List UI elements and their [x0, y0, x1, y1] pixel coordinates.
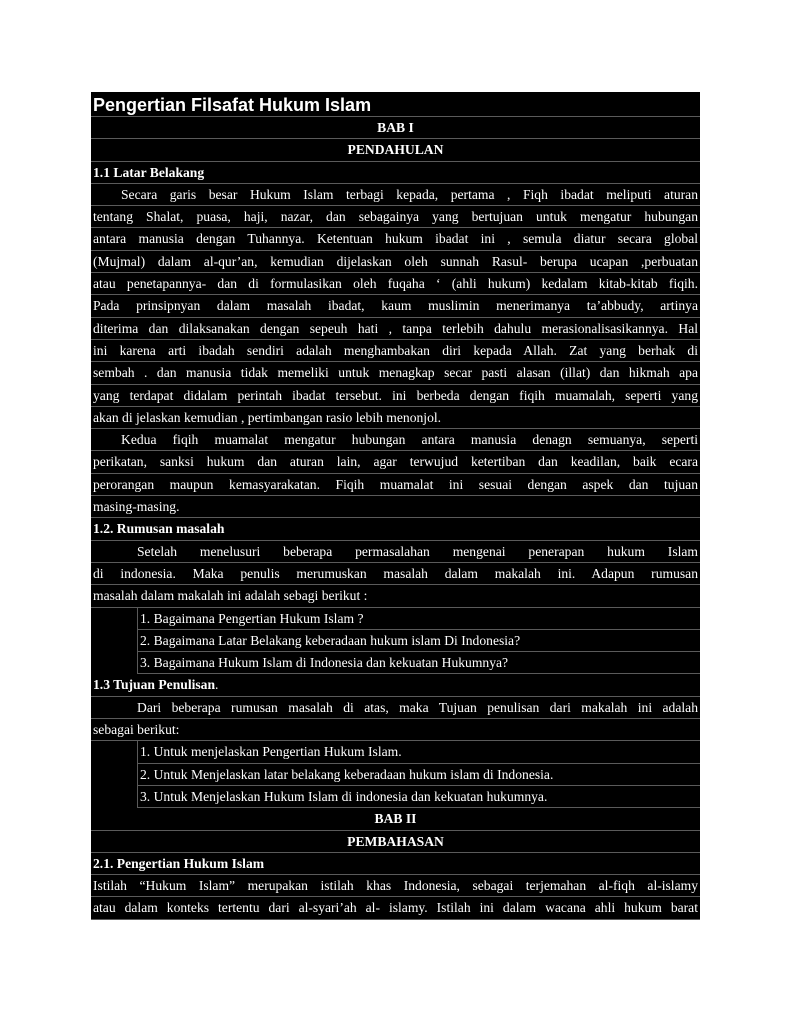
paragraph-line: ini karena arti ibadah sendiri adalah menghambakan diri kepada Allah. Zat yang berhak di	[91, 340, 700, 362]
paragraph-line: diterima dan dilaksanakan dengan sepeuh hati , tanpa terlebih dahulu merasionalisasikannya. Hal	[91, 318, 700, 340]
paragraph-line: Pada prinsipnyan dalam masalah ibadat, kaum muslimin menerimanya ta’abbudy, artinya	[91, 295, 700, 317]
paragraph-line: masing-masing.	[91, 496, 700, 518]
paragraph-line: tentang Shalat, puasa, haji, nazar, dan sebagainya yang bertujuan untuk mengatur hubungan	[91, 206, 700, 228]
section-heading-row	[91, 674, 700, 696]
list-item: 2. Untuk Menjelaskan latar belakang keberadaan hukum islam di Indonesia.	[137, 764, 700, 786]
paragraph-line: masalah dalam makalah ini adalah sebagi berikut :	[91, 585, 700, 607]
paragraph-line: atau dalam konteks tertentu dari al-syari’ah al- islamy. Istilah ini dalam wacana ahli hukum barat	[91, 897, 700, 919]
paragraph-line: Dari beberapa rumusan masalah di atas, maka Tujuan penulisan dari makalah ini adalah	[91, 697, 700, 719]
section-heading: 1.2. Rumusan masalah	[91, 518, 700, 540]
paragraph-line: Secara garis besar Hukum Islam terbagi kepada, pertama , Fiqh ibadat meliputi aturan	[91, 184, 700, 206]
paragraph-line: antara manusia dengan Tuhannya. Ketentuan hukum ibadat ini , semula diatur secara global	[91, 228, 700, 250]
paragraph-line: akan di jelaskan kemudian , pertimbangan rasio lebih menonjol.	[91, 407, 700, 429]
list-item: 1. Bagaimana Pengertian Hukum Islam ?	[137, 608, 700, 630]
paragraph-line: atau penetapannya- dan di formulasikan oleh fuqaha ‘ (ahli hukum) kedalam kitab-kitab fiqih.	[91, 273, 700, 295]
list-item: 1. Untuk menjelaskan Pengertian Hukum Islam.	[137, 741, 700, 763]
paragraph-line: sembah . dan manusia tidak memeliki untuk menagkap secar pasti alasan (illat) dan hikmah apa	[91, 362, 700, 384]
document-page	[91, 92, 700, 920]
paragraph-line: yang terdapat didalam perintah ibadat tersebut. ini berbeda dengan fiqih muamalah, seperti yang	[91, 385, 700, 407]
chapter-title: PEMBAHASAN	[91, 831, 700, 853]
paragraph-line: (Mujmal) dalam al-qur’an, kemudian dijelaskan oleh sunnah Rasul- berupa ucapan ,perbuatan	[91, 251, 700, 273]
paragraph-line: Kedua fiqih muamalat mengatur hubungan antara manusia denagn semuanya, seperti	[91, 429, 700, 451]
chapter-label: BAB I	[91, 117, 700, 139]
document-title: Pengertian Filsafat Hukum Islam	[91, 92, 700, 117]
section-heading: 1.3 Tujuan Penulisan	[93, 677, 216, 693]
paragraph-line: sebagai berikut:	[91, 719, 700, 741]
paragraph-line: di indonesia. Maka penulis merumuskan masalah dalam makalah ini. Adapun rumusan	[91, 563, 700, 585]
heading-suffix: .	[215, 677, 219, 693]
list-item: 3. Bagaimana Hukum Islam di Indonesia dan kekuatan Hukumnya?	[137, 652, 700, 674]
chapter-title: PENDAHULAN	[91, 139, 700, 161]
chapter-label: BAB II	[91, 808, 700, 830]
paragraph-line: Setelah menelusuri beberapa permasalahan mengenai penerapan hukum Islam	[91, 541, 700, 563]
paragraph-line: Istilah “Hukum Islam” merupakan istilah khas Indonesia, sebagai terjemahan al-fiqh al-islamy	[91, 875, 700, 897]
list-item: 3. Untuk Menjelaskan Hukum Islam di indonesia dan kekuatan hukumnya.	[137, 786, 700, 808]
list-item: 2. Bagaimana Latar Belakang keberadaan hukum islam Di Indonesia?	[137, 630, 700, 652]
paragraph-line: perikatan, sanksi hukum dan aturan lain, agar terwujud ketertiban dan keadilan, baik ecara	[91, 451, 700, 473]
paragraph-line: perorangan maupun kemasyarakatan. Fiqih muamalat ini sesuai dengan aspek dan tujuan	[91, 474, 700, 496]
section-heading: 1.1 Latar Belakang	[91, 162, 700, 184]
section-heading: 2.1. Pengertian Hukum Islam	[91, 853, 700, 875]
